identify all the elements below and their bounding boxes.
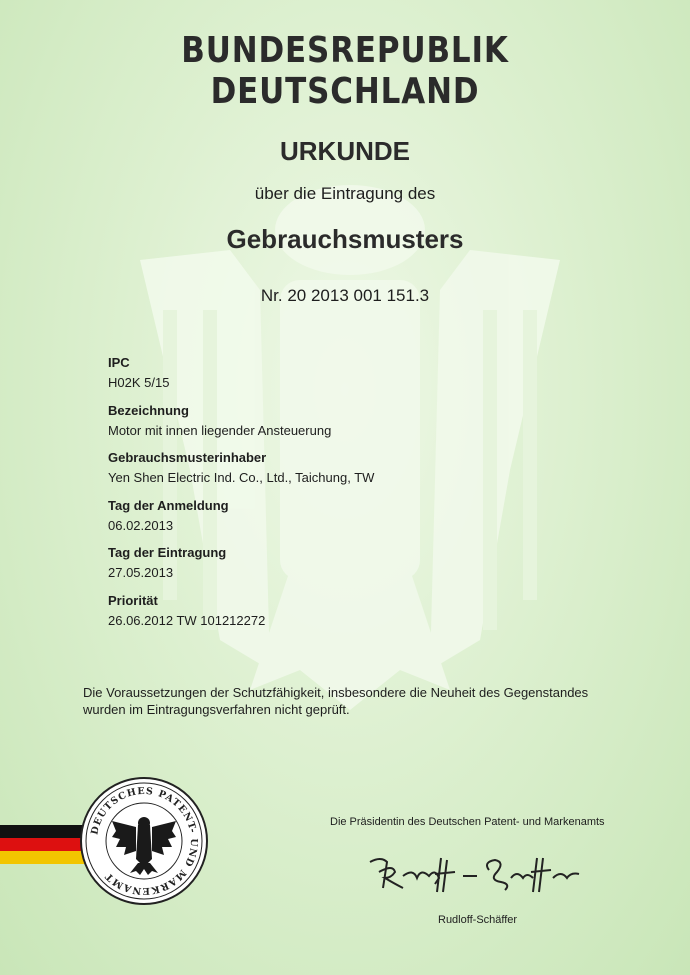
field-value: 06.02.2013 [108,517,174,533]
official-seal [78,775,210,907]
field-bezeichnung [108,402,588,450]
field-value: Motor mit innen liegender Ansteuerung [108,422,332,438]
note-line-1: Die Voraussetzungen der Schutzfähigkeit, insbesondere die Neuheit des Gegenstandes [83,685,589,700]
field-label: IPC [108,355,130,370]
registration-fields [108,354,588,639]
flag-gold-band [0,851,86,864]
field-prioritaet [108,592,588,640]
field-label: Gebrauchsmusterinhaber [108,450,267,465]
flag-black-band [0,825,86,838]
handwritten-signature [365,848,585,896]
document-subtitle: über die Eintragung des [254,184,436,203]
flag-red-band [0,838,86,851]
president-title: Die Präsidentin des Deutschen Patent- und Markenamts [330,816,605,828]
field-value: 26.06.2012 TW 101212272 [108,612,266,628]
field-eintragung [108,544,588,592]
field-label: Tag der Eintragung [108,545,227,560]
field-value: Yen Shen Electric Ind. Co., Ltd., Taichung, TW [108,470,375,485]
field-ipc [108,354,588,402]
document-kind: Gebrauchsmusters [226,224,464,254]
country-title: BUNDESREPUBLIK DEUTSCHLAND [181,30,509,112]
field-value: 27.05.2013 [108,565,174,580]
field-label: Priorität [108,592,158,608]
field-label: Bezeichnung [108,402,189,418]
document-type: URKUNDE [280,136,410,166]
seal-text: DEUTSCHES PATENT- UND MARKENAMT [89,785,200,897]
german-flag-stripe [0,825,86,864]
examination-note [83,684,643,718]
signer-name: Rudloff-Schäffer [438,914,518,926]
field-anmeldung [108,497,588,545]
registration-number: Nr. 20 2013 001 151.3 [260,286,430,305]
field-label: Tag der Anmeldung [108,497,229,513]
field-inhaber [108,449,588,497]
note-line-2: wurden im Eintragungsverfahren nicht geprüft. [83,702,350,717]
field-value: H02K 5/15 [108,375,170,390]
